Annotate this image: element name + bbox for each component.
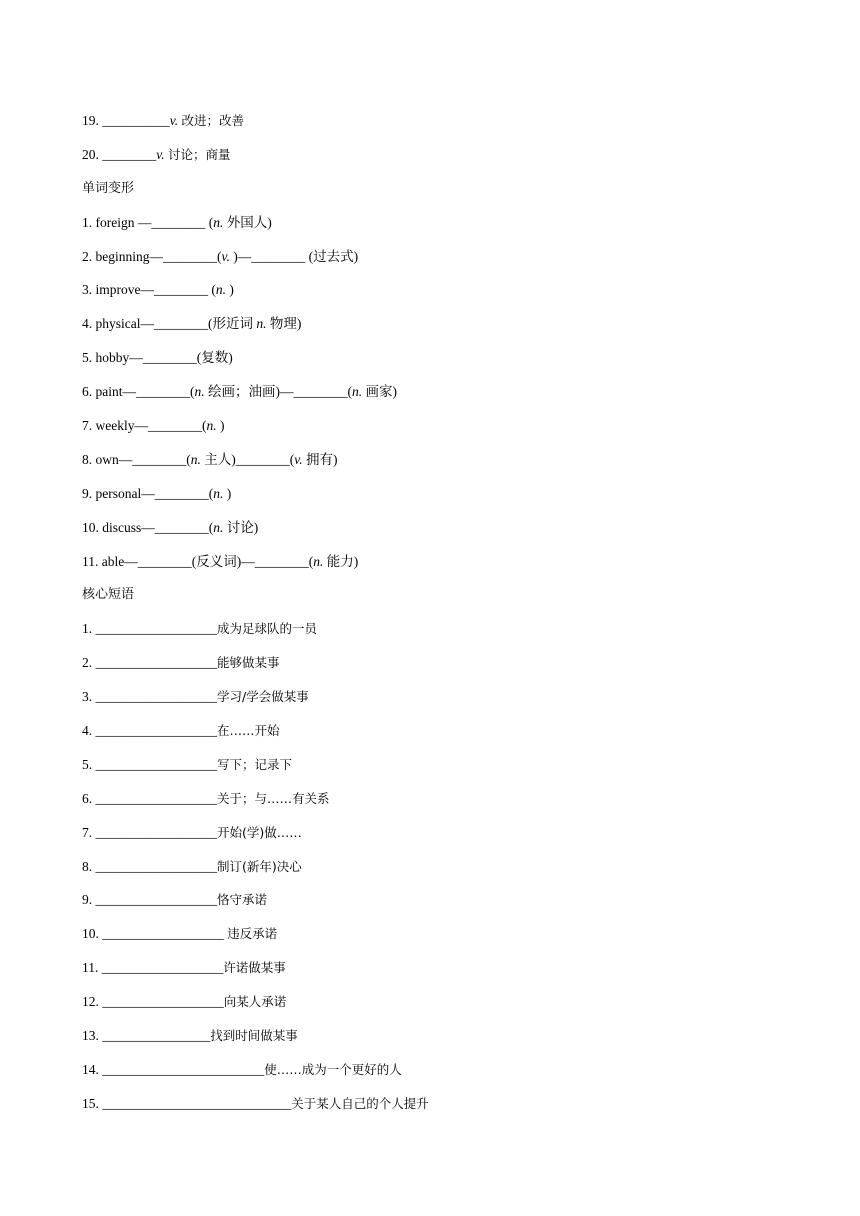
phrase-item-8: 8. __________________制订(新年)决心	[82, 858, 302, 874]
word-form-item-9: 9. personal—________(n. )	[82, 485, 232, 501]
phrase-item-7: 7. __________________开始(学)做……	[82, 824, 302, 840]
answer-blank: ____________________________	[102, 1095, 292, 1111]
meaning: 讨论；商量	[168, 146, 231, 162]
answer-blank: __________________	[102, 926, 228, 942]
word-form-item-6: 6. paint—________(n. 绘画；油画)—________(n. 画家)	[82, 384, 397, 400]
answer-blank: ________________	[102, 1028, 211, 1044]
phrase-item-1: 1. __________________成为足球队的一员	[82, 621, 318, 637]
phrase-item-14: 14. ________________________使……成为一个更好的人	[82, 1061, 402, 1077]
answer-blank: __________________	[95, 621, 217, 637]
answer-blank: ________	[102, 146, 157, 162]
phrase-item-10: 10. __________________ 违反承诺	[82, 926, 278, 942]
part-of-speech: v.	[156, 146, 165, 162]
section-title-word-forms: 单词变形	[82, 180, 135, 196]
phrase-item-6: 6. __________________关于；与……有关系	[82, 790, 330, 806]
word-form-item-5: 5. hobby—________(复数)	[82, 350, 233, 366]
section-title-core-phrases: 核心短语	[82, 587, 135, 603]
vocab-item-20: 20. ________v. 讨论；商量	[82, 146, 231, 162]
phrase-item-9: 9. __________________恪守承诺	[82, 892, 268, 908]
meaning: 改进；改善	[181, 113, 245, 128]
word-form-item-4: 4. physical—________(形近词 n. 物理)	[82, 316, 302, 332]
answer-blank: __________________	[95, 824, 217, 840]
word-form-item-7: 7. weekly—________(n. )	[82, 418, 225, 434]
worksheet-page	[82, 108, 802, 1125]
answer-blank: __________________	[95, 756, 217, 772]
phrase-item-2: 2. __________________能够做某事	[82, 655, 280, 671]
answer-blank: __________________	[95, 790, 217, 806]
word-form-item-10: 10. discuss—________(n. 讨论)	[82, 519, 259, 535]
phrase-item-13: 13. ________________找到时间做某事	[82, 1028, 298, 1044]
phrase-item-11: 11. __________________许诺做某事	[82, 960, 286, 976]
answer-blank: __________________	[95, 655, 217, 671]
answer-blank: __________	[102, 113, 170, 128]
answer-blank: ________________________	[102, 1061, 265, 1077]
phrase-item-5: 5. __________________写下；记录下	[82, 756, 293, 772]
phrase-item-3: 3. __________________学习/学会做某事	[82, 689, 309, 705]
answer-blank: __________________	[102, 994, 224, 1010]
phrase-item-15: 15. ____________________________关于某人自己的个人提升	[82, 1095, 429, 1111]
phrase-item-4: 4. __________________在……开始	[82, 723, 280, 739]
word-form-item-2: 2. beginning—________(v. )—________ (过去式)	[82, 248, 359, 264]
phrase-item-12: 12. __________________向某人承诺	[82, 994, 287, 1010]
word-form-item-3: 3. improve—________ (n. )	[82, 282, 234, 298]
word-form-item-8: 8. own—________(n. 主人)________(v. 拥有)	[82, 451, 338, 467]
vocab-item-19: 19. __________v. 改进；改善	[82, 113, 245, 128]
part-of-speech: v.	[169, 113, 179, 128]
answer-blank: __________________	[95, 892, 217, 908]
answer-blank: __________________	[95, 858, 217, 874]
answer-blank: __________________	[95, 723, 217, 739]
answer-blank: __________________	[101, 960, 224, 976]
answer-blank: __________________	[95, 689, 217, 705]
word-form-item-1: 1. foreign —________ (n. 外国人)	[82, 214, 272, 230]
word-form-item-11: 11. able—________(反义词)—________(n. 能力)	[82, 553, 359, 569]
